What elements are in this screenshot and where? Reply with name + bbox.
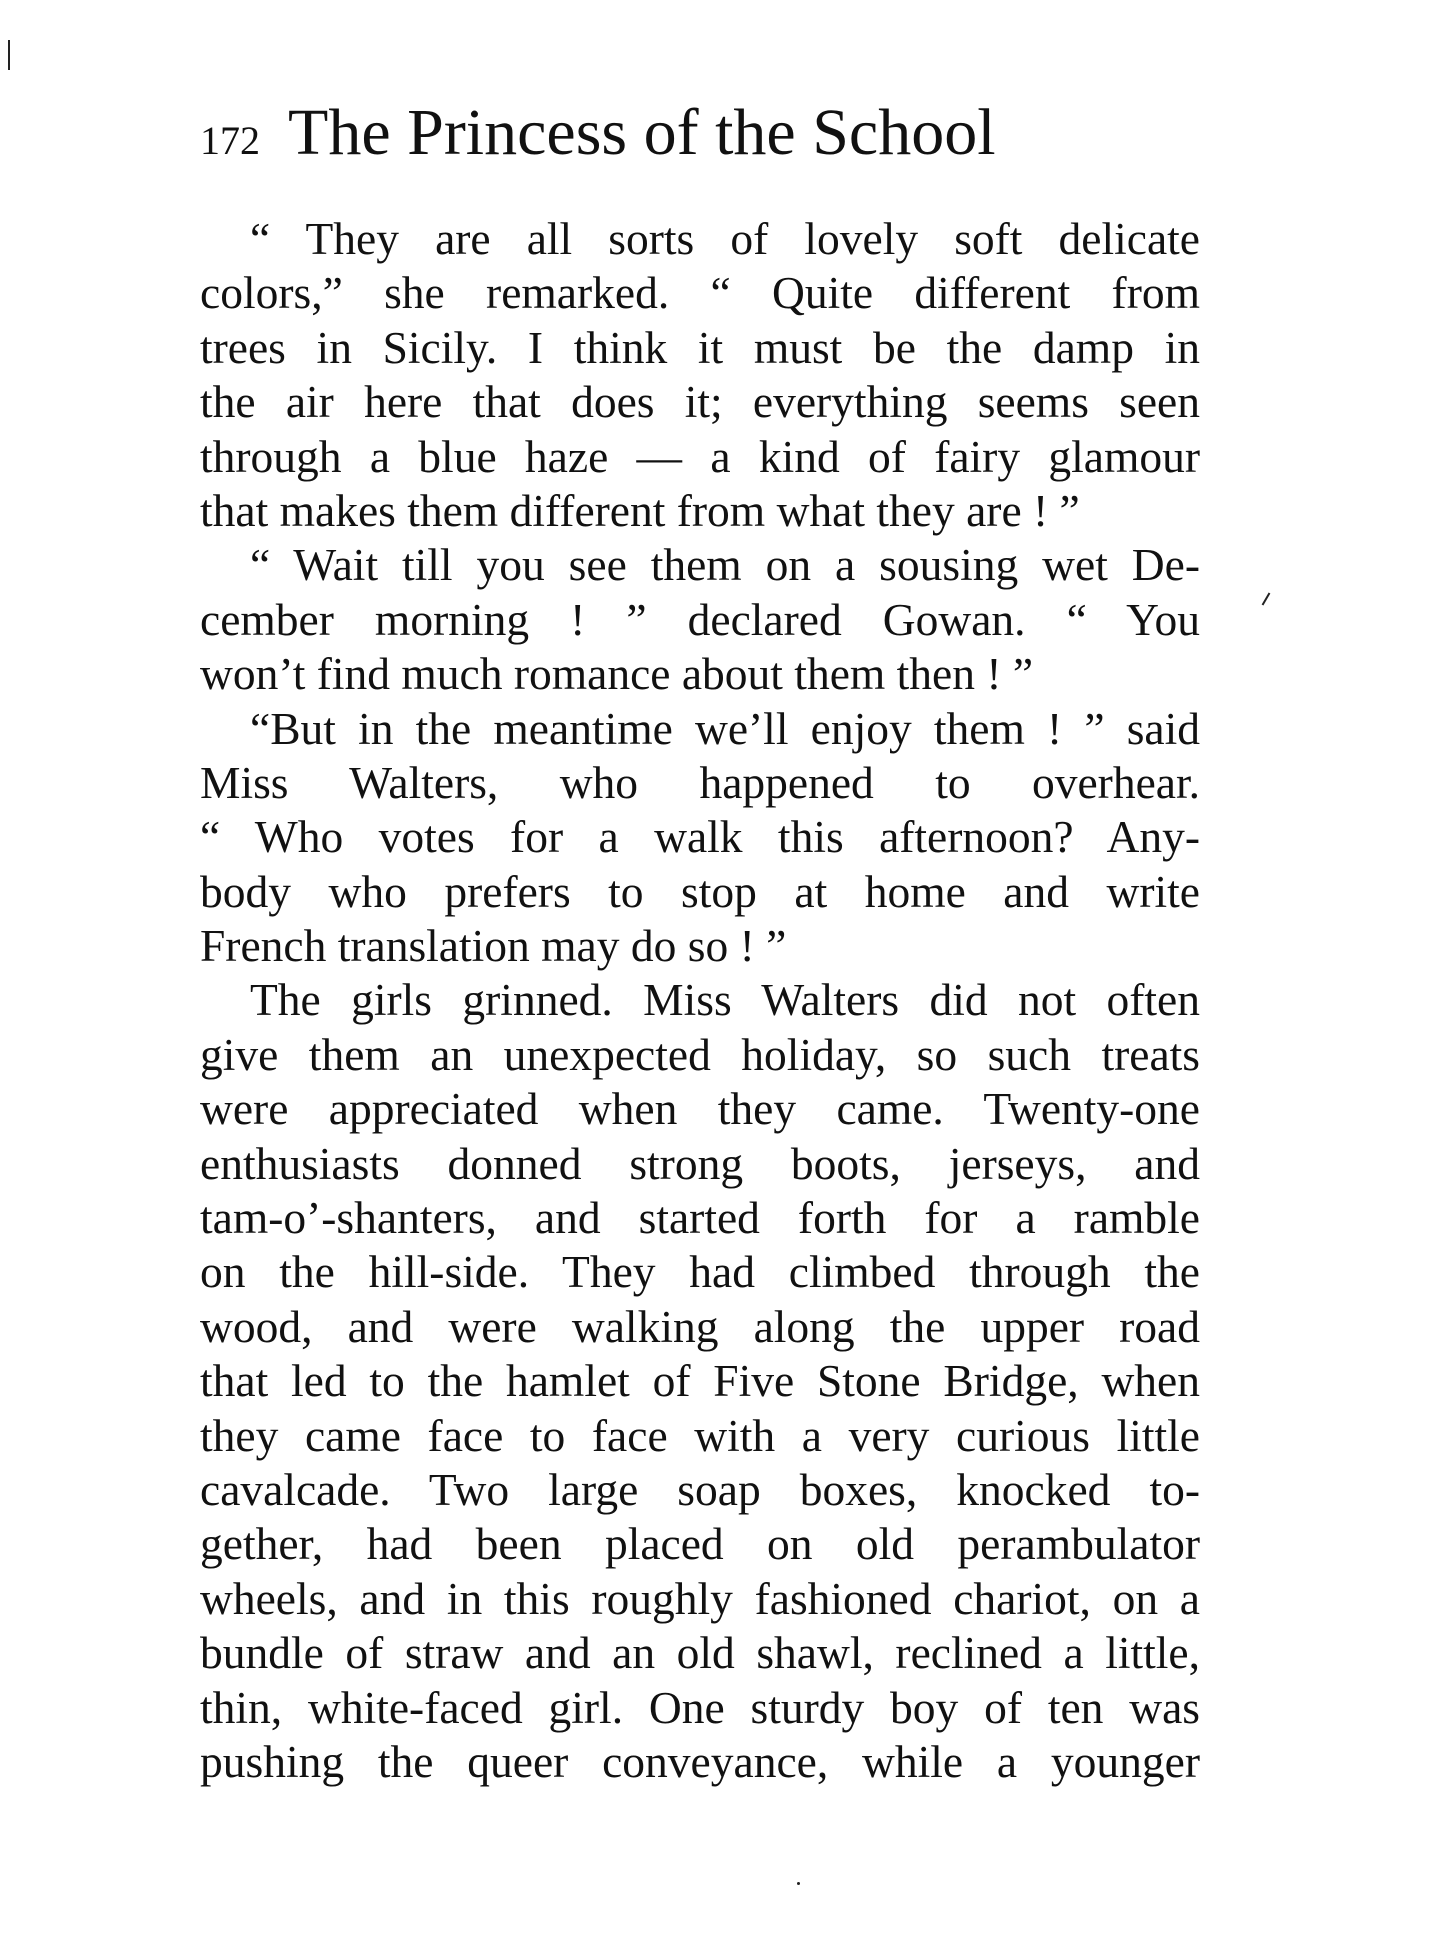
text-line: cavalcade. Two large soap boxes, knocked to- [200, 1463, 1200, 1515]
text-line: were appreciated when they came. Twenty-one [200, 1083, 1200, 1135]
text-line: wood, and were walking along the upper road [200, 1300, 1200, 1352]
text-line: that led to the hamlet of Five Stone Bridge, when [200, 1355, 1200, 1407]
text-line: the air here that does it; everything seems seen [200, 376, 1200, 428]
page-number: 172 [200, 118, 260, 163]
text-line: The girls grinned. Miss Walters did not often [250, 974, 1200, 1026]
text-line: tam-o’-shanters, and started forth for a ramble [200, 1192, 1200, 1244]
text-line: “ Who votes for a walk this afternoon? Any- [200, 811, 1200, 863]
stray-ink-mark [1262, 592, 1271, 605]
text-line: wheels, and in this roughly fashioned chariot, on a [200, 1572, 1200, 1624]
text-line: trees in Sicily. I think it must be the damp in [200, 321, 1200, 373]
text-line: enthusiasts donned strong boots, jerseys, and [200, 1137, 1200, 1189]
text-line: on the hill-side. They had climbed through the [200, 1246, 1200, 1298]
body-text [200, 212, 1200, 1789]
stray-ink-dot [797, 1882, 800, 1885]
text-line: won’t find much romance about them then ! ” [200, 648, 1034, 700]
paragraph-3 [200, 702, 1200, 974]
text-line: gether, had been placed on old perambulator [200, 1518, 1200, 1570]
text-line: “ Wait till you see them on a sousing wet De- [250, 539, 1200, 591]
text-line: they came face to face with a very curious little [200, 1409, 1200, 1461]
text-line: through a blue haze — a kind of fairy glamour [200, 430, 1200, 482]
text-line: that makes them different from what they are ! ” [200, 484, 1080, 536]
running-head [200, 96, 996, 169]
text-line: “ They are all sorts of lovely soft delicate [250, 213, 1200, 264]
paragraph-4 [200, 973, 1200, 1789]
paragraph-2 [200, 538, 1200, 701]
text-line: body who prefers to stop at home and write [200, 865, 1200, 917]
paragraph-1 [200, 212, 1200, 538]
text-line: French translation may do so ! ” [200, 920, 787, 972]
text-line: Miss Walters, who happened to overhear. [200, 756, 1200, 808]
text-line: pushing the queer conveyance, while a younger [200, 1735, 1200, 1787]
book-title: The Princess of the School [288, 96, 996, 169]
text-line: “But in the meantime we’ll enjoy them ! ” said [250, 702, 1200, 754]
text-line: bundle of straw and an old shawl, reclined a little, [200, 1627, 1200, 1679]
text-line: cember morning ! ” declared Gowan. “ You [200, 593, 1200, 645]
scan-edge-mark [8, 40, 10, 70]
text-line: colors,” she remarked. “ Quite different from [200, 267, 1200, 319]
text-line: give them an unexpected holiday, so such treats [200, 1028, 1200, 1080]
text-line: thin, white-faced girl. One sturdy boy of ten was [200, 1681, 1200, 1733]
